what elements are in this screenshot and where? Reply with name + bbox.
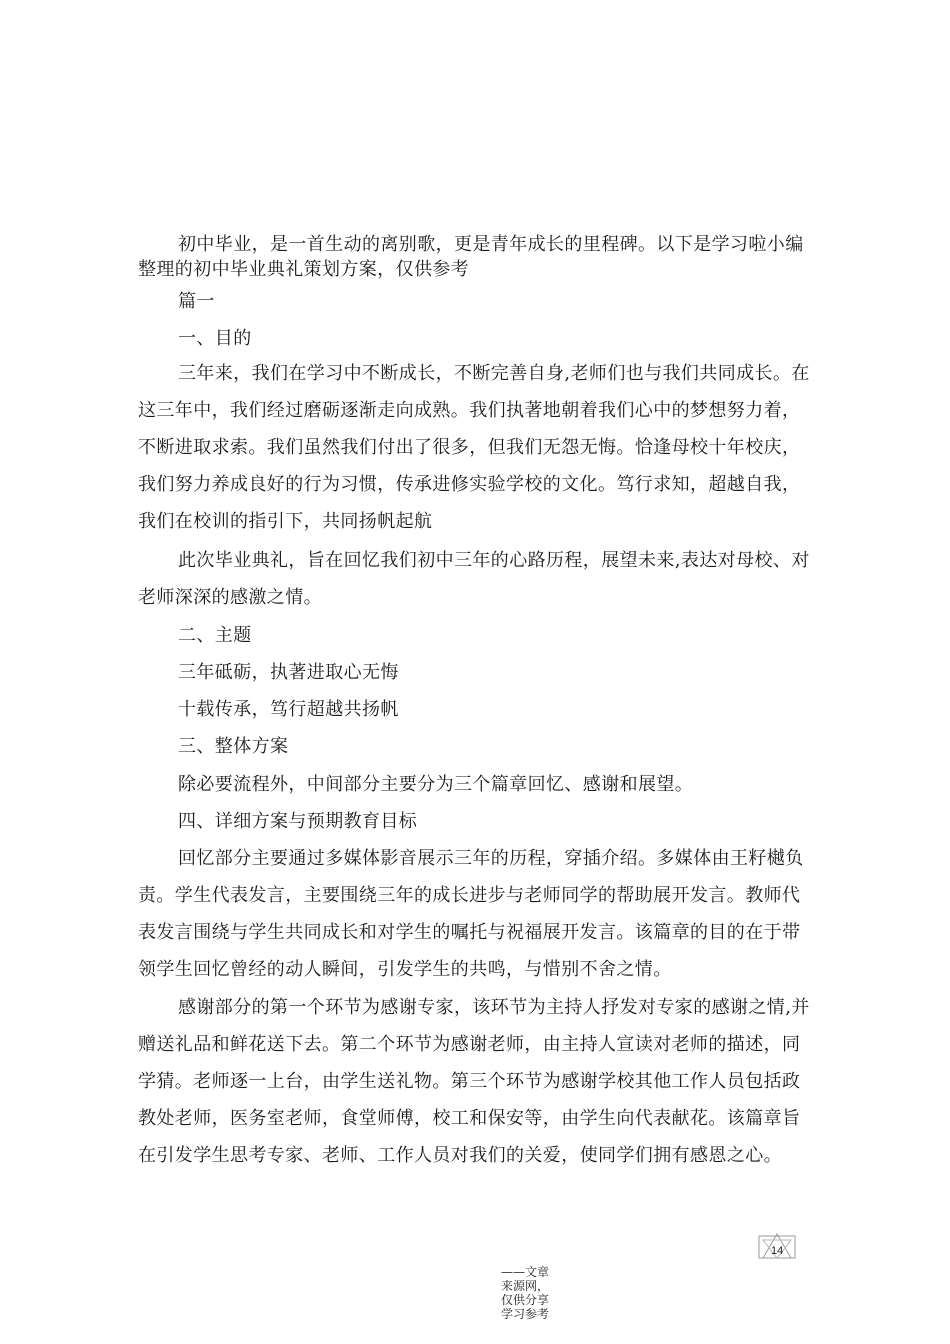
- page-number-badge: [757, 1230, 799, 1260]
- purpose-paragraph-1: 三年来，我们在学习中不断成长，不断完善自身,老师们也与我们共同成长。在这三年中，我们经过磨砺逐渐走向成熟。我们执著地朝着我们心中的梦想努力着，不断进取求索。我们虽然我们付出了很多，但我们无怨无悔。恰逢母校十年校庆，我们努力养成良好的行为习惯，传承进修实验学校的文化。笃行求知，超越自我，我们在校训的指引下，共同扬帆起航: [138, 363, 810, 532]
- purpose-paragraph-2: 此次毕业典礼，旨在回忆我们初中三年的心路历程，展望未来,表达对母校、对老师深深的感激之情。: [138, 550, 810, 608]
- theme-line-1: 三年砥砺，执著进取心无悔: [178, 662, 399, 683]
- page-number: 14: [771, 1245, 784, 1257]
- intro-paragraph: 初中毕业，是一首生动的离别歌，更是青年成长的里程碑。以下是学习啦小编整理的初中毕业典礼策划方案，仅供参考: [138, 234, 804, 280]
- section-heading-overall-plan: 三、整体方案: [178, 736, 289, 757]
- footer-source-note: ——文章来源网，仅供分享学习参考: [500, 1265, 549, 1321]
- section-heading-detailed-plan: 四、详细方案与预期教育目标: [178, 811, 418, 832]
- overall-plan-paragraph: 除必要流程外，中间部分主要分为三个篇章回忆、感谢和展望。: [178, 774, 694, 795]
- part-title: 篇一: [178, 291, 215, 312]
- detailed-plan-paragraph-1: 回忆部分主要通过多媒体影音展示三年的历程，穿插介绍。多媒体由王籽樾负责。学生代表发言，主要围绕三年的成长进步与老师同学的帮助展开发言。教师代表发言围绕与学生共同成长和对学生的嘱托与祝福展开发言。该篇章的目的在于带领学生回忆曾经的动人瞬间，引发学生的共鸣，与惜别不舍之情。: [138, 848, 804, 980]
- detailed-plan-paragraph-2: 感谢部分的第一个环节为感谢专家，该环节为主持人抒发对专家的感谢之情,并赠送礼品和鲜花送下去。第二个环节为感谢老师，由主持人宣读对老师的描述，同学猜。老师逐一上台，由学生送礼物。第三个环节为感谢学校其他工作人员包括政教处老师，医务室老师，食堂师傅，校工和保安等，由学生向代表献花。该篇章旨在引发学生思考专家、老师、工作人员对我们的关爱，使同学们拥有感恩之心。: [138, 997, 810, 1166]
- section-heading-theme: 二、主题: [178, 625, 252, 646]
- section-heading-purpose: 一、目的: [178, 328, 252, 349]
- theme-line-2: 十载传承，笃行超越共扬帆: [178, 699, 399, 720]
